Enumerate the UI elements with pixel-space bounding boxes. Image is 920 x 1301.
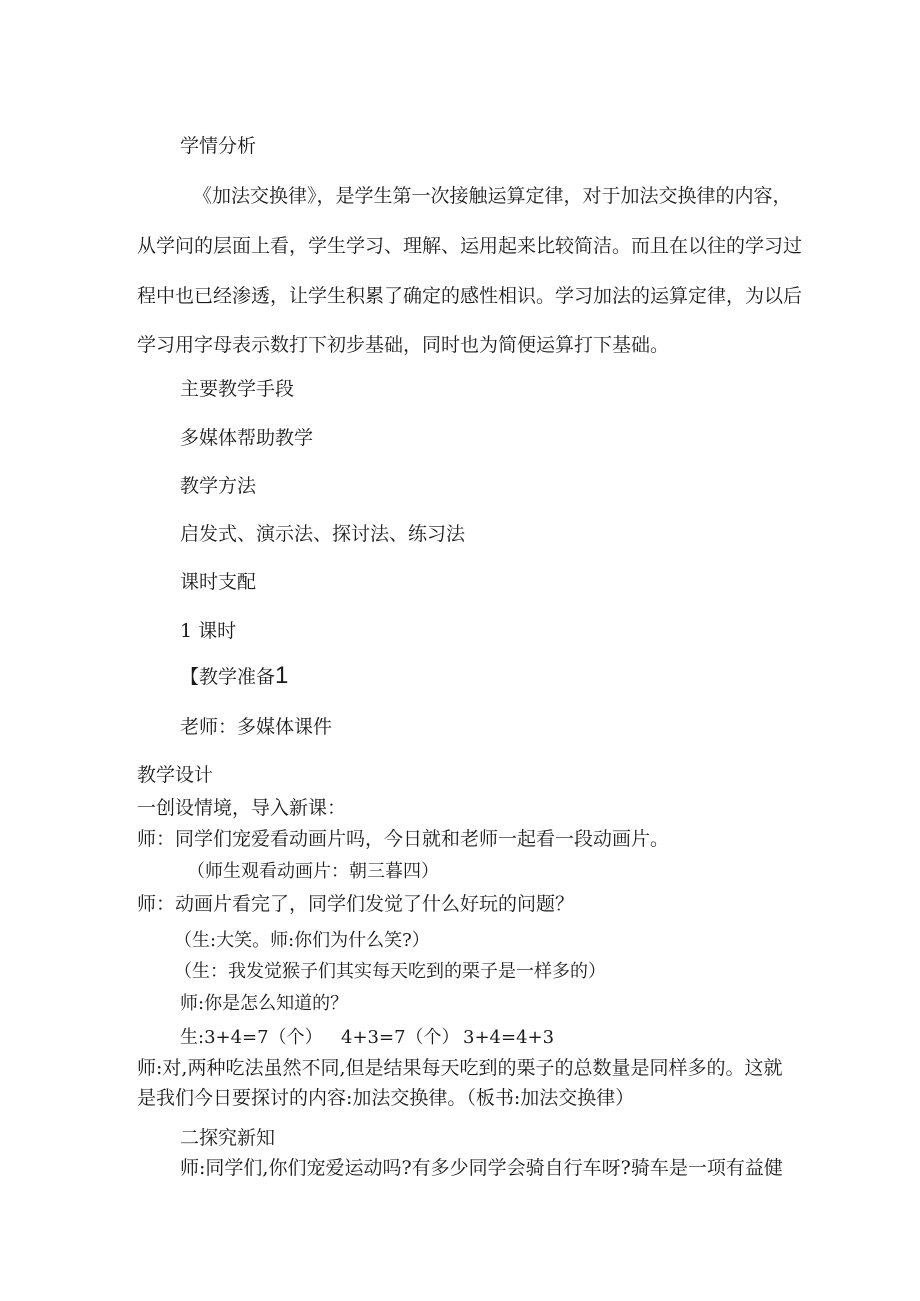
prep-bracket: 【教学准备 [180,666,276,688]
equation: 4+3=7（个） [341,1027,460,1048]
dialogue-line: 师：动画片看完了，同学们发觉了什么好玩的问题？ [137,893,575,915]
closing-line: 师:对,两种吃法虽然不同,但是结果每天吃到的栗子的总数量是同样多的。这就 [137,1057,783,1079]
means-text: 多媒体帮助教学 [180,427,314,449]
paragraph-line: 学习用字母表示数打下初步基础，同时也为简便运算打下基础。 [137,334,670,356]
heading-xueqing: 学情分析 [180,135,257,157]
equation: 3+4=4+3 [463,1027,555,1048]
methods-text: 启发式、演示法、探讨法、练习法 [180,523,466,545]
schedule-text: 1 课时 [180,620,237,642]
paragraph-line: 《加法交换律》，是学生第一次接触运算定律，对于加法交换律的内容， [193,185,792,207]
heading-methods: 教学方法 [180,475,257,497]
heading-design: 教学设计 [137,764,214,786]
dialogue-line: （师生观看动画片：朝三暮四） [187,861,439,882]
paragraph-line: 从学问的层面上看，学生学习、理解、运用起来比较简洁。而且在以往的学习过 [137,235,803,257]
heading-prep [180,664,288,689]
prep-number: 1 [275,662,289,689]
dialogue-line: 师：同学们宠爱看动画片吗，今日就和老师一起看一段动画片。 [137,828,670,850]
paragraph-line: 程中也已经渗透，让学生积累了确定的感性相识。学习加法的运算定律，为以后 [137,285,803,307]
equation: 生:3+4=7（个） [180,1027,323,1048]
dialogue-line: 师:同学们,你们宠爱运动吗?有多少同学会骑自行车呀?骑车是一项有益健 [180,1157,783,1179]
dialogue-line: 师:你是怎么知道的？ [180,993,349,1014]
design-step1: 一创设情境，导入新课： [137,797,347,819]
dialogue-line: （生：我发觉猴子们其实每天吃到的栗子是一样多的） [174,961,606,982]
heading-means: 主要教学手段 [180,378,295,400]
prep-text: 老师：多媒体课件 [180,716,333,738]
design-step2: 二探究新知 [180,1127,276,1149]
closing-line: 是我们今日要探讨的内容:加法交换律。（板书:加法交换律） [137,1087,635,1109]
dialogue-line: （生:大笑。师:你们为什么笑?） [174,930,430,951]
heading-schedule: 课时支配 [180,571,257,593]
